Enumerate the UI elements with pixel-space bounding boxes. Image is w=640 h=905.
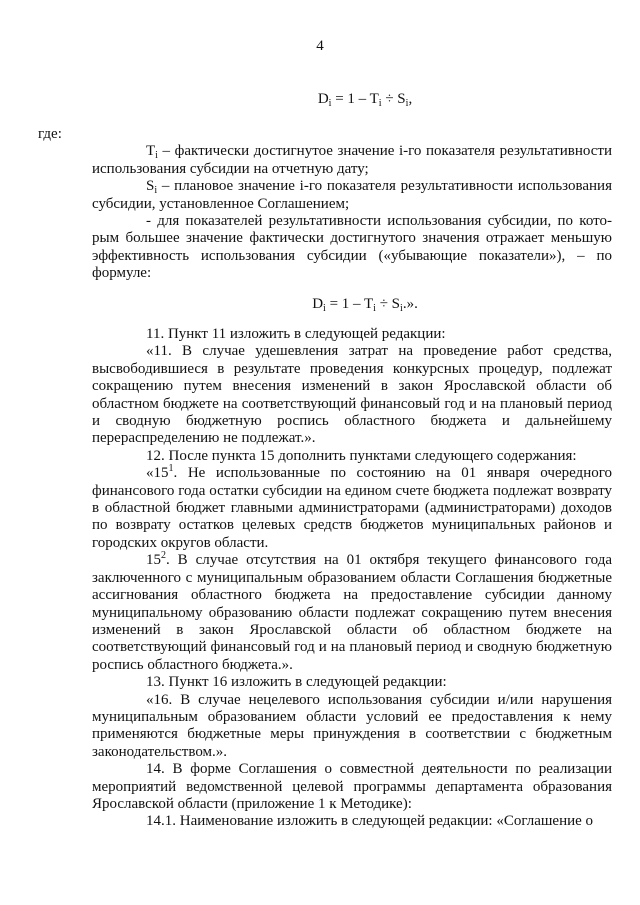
item-12-heading: 12. После пункта 15 дополнить пунктами следующего содержания: — [146, 447, 577, 464]
item-15-2-sup: 2 — [161, 550, 166, 562]
def-s-symbol: S — [146, 178, 155, 195]
definition-decreasing: - для показателей результативности использования субсидии, по кото-рым большее значение фактически достигнутого значения отражает меньшую эффективность использования субсидии («убывающие показатели»), – по формуле: — [92, 213, 612, 282]
formula-lhs-sub: i — [328, 98, 332, 109]
formula-mid-sub: i — [378, 98, 382, 109]
formula-mid-sub: i — [373, 303, 376, 314]
formula-tail: .». — [402, 296, 418, 312]
item-14-1-body: 14.1. Наименование изложить в следующей редакции: «Соглашение о — [146, 813, 594, 830]
formula-lhs: D — [312, 296, 324, 312]
def-t-symbol: T — [146, 143, 156, 160]
item-11-body: «11. В случае удешевления затрат на проведение работ средства, высвободившиеся в результате проведения конкурсных процедур, подлежат сокращению путем внесения изменений в закон Ярославской области об областном бюджете на соответствующий финансовый год и на плановый период и сводную бюджетную роспись областного бюджета и дальнейшему перераспределению не подлежат.». — [92, 343, 612, 447]
formula-lhs-sub: i — [323, 303, 326, 314]
item-15-2-lead: 15 — [146, 552, 161, 569]
def-t-sub: i — [155, 150, 158, 162]
formula-tail: , — [408, 91, 413, 107]
def-s-sub: i — [154, 185, 158, 197]
formula-div: ÷ S — [375, 296, 401, 312]
formula-increasing — [45, 91, 640, 108]
where-label: где: — [38, 126, 62, 142]
formula-div-sub: i — [405, 98, 409, 109]
page-number: 4 — [316, 38, 324, 54]
item-15-2-body — [92, 552, 612, 674]
formula-mid: = 1 – T — [331, 91, 379, 107]
formula-div: ÷ S — [381, 91, 406, 107]
item-16-body: «16. В случае нецелевого использования субсидии и/или нарушения муниципальным образованием области условий ее предоставления к нему применяются бюджетные меры принуждения в соответствии с бюджетным законодательством.». — [92, 691, 612, 760]
item-14-body: 14. В форме Соглашения о совместной деятельности по реализации мероприятий ведомственной целевой программы департамента образования Ярославской области (приложение 1 к Методике): — [92, 761, 612, 812]
amendments-block — [92, 326, 612, 831]
definition-s — [92, 178, 612, 213]
item-15-1-lead: «15 — [146, 465, 169, 482]
definition-t — [92, 143, 612, 178]
item-15-2-text: . В случае отсутствия на 01 октября текущего финансового года заключенного с муниципальным образованием области Соглашения бюджетные ассигнования областного бюджета на предоставление субсидии данному муниципальному образованию области подлежат сокращению путем внесения изменений в закон Ярославской области об областном бюджете на соответствующий финансовый год и на плановый период и сводную бюджетную роспись областного бюджета.». — [92, 552, 612, 673]
formula-lhs: D — [317, 91, 329, 107]
item-15-1-body — [92, 465, 612, 552]
def-t-text: – фактически достигнутое значение i-го показателя результативности использования субсидии на отчетную дату; — [92, 143, 612, 177]
item-11-heading: 11. Пункт 11 изложить в следующей редакции: — [146, 326, 446, 342]
def-s-text: – плановое значение i-го показателя результативности использования субсидии, установленное Соглашением; — [92, 178, 612, 212]
formula-div-sub: i — [400, 303, 403, 314]
item-13-heading: 13. Пункт 16 изложить в следующей редакции: — [146, 674, 447, 691]
definitions-block — [38, 126, 612, 283]
item-15-1-sup: 1 — [168, 463, 174, 475]
formula-mid: = 1 – T — [325, 296, 374, 312]
formula-decreasing — [45, 296, 640, 313]
item-15-1-text: . Не использованные по состоянию на 01 января очередного финансового года остатки субсидии на едином счете бюджета подлежат возврату в областной бюджет главными администраторами (администраторами) доходов по возврату остатков целевых средств бюджетов муниципальных районов и городских округов области. — [92, 465, 612, 551]
